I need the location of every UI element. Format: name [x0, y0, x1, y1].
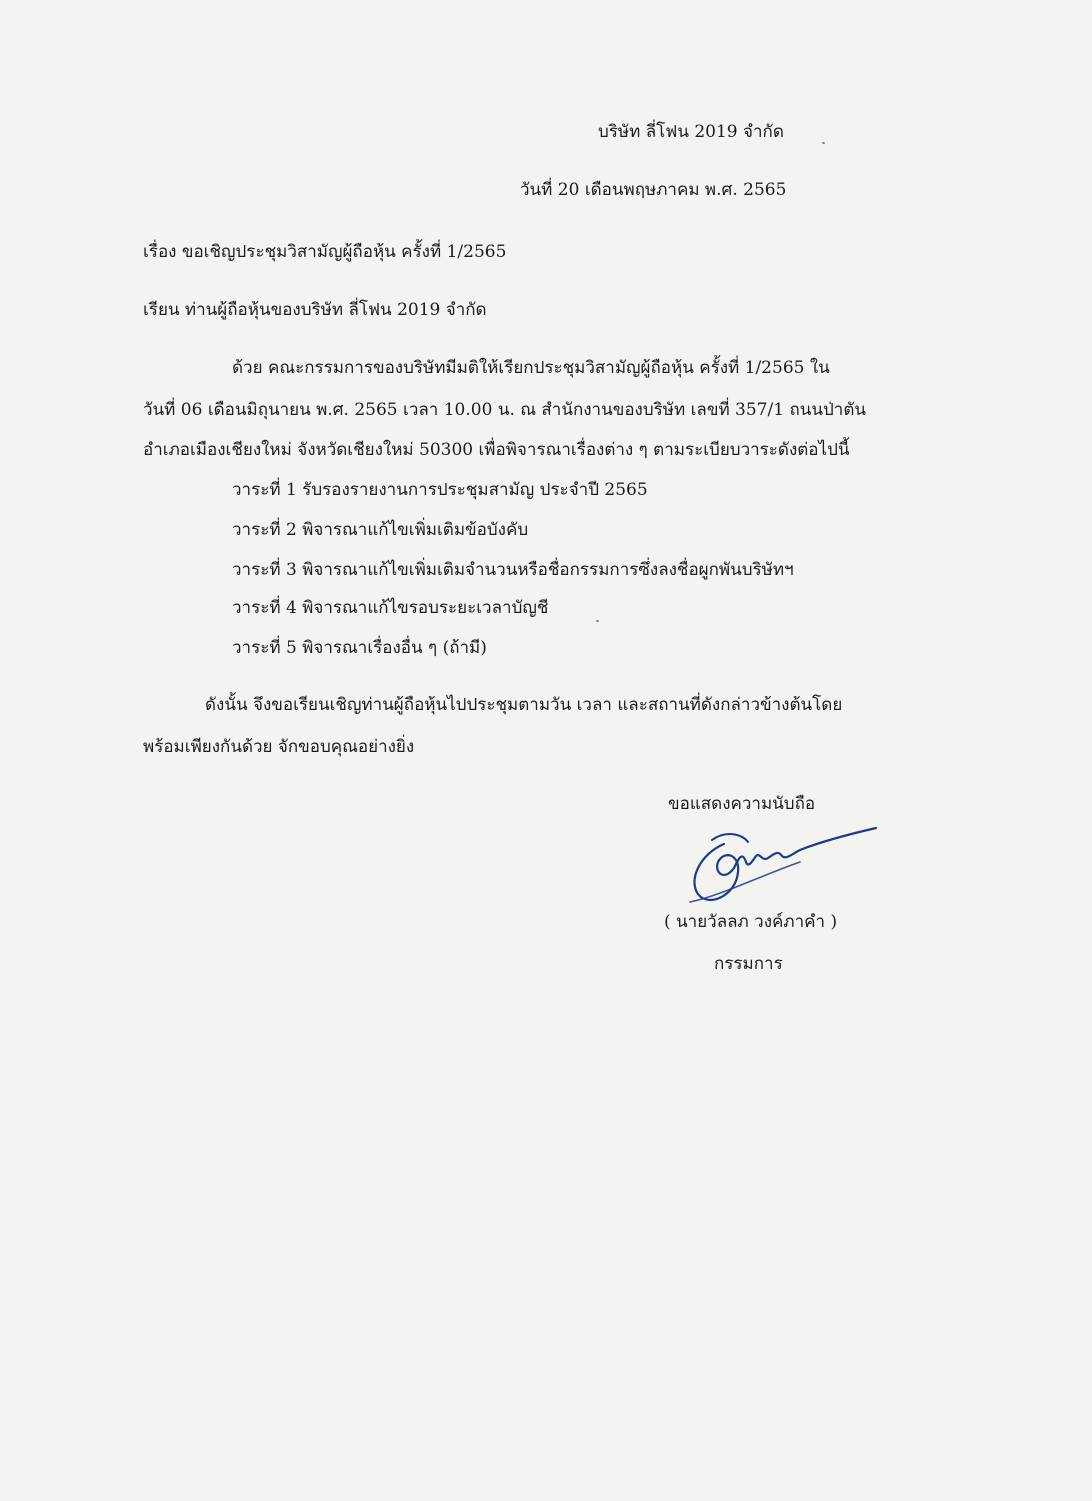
signature-stroke	[712, 834, 748, 842]
body-paragraph-line: ด้วย คณะกรรมการของบริษัทมีมติให้เรียกประชุมวิสามัญผู้ถือหุ้น ครั้งที่ 1/2565 ใน	[232, 358, 830, 378]
letter-salutation: เรียน ท่านผู้ถือหุ้นของบริษัท ลี่โฟน 2019 จำกัด	[143, 300, 487, 320]
body-paragraph-line: อำเภอเมืองเชียงใหม่ จังหวัดเชียงใหม่ 50300 เพื่อพิจารณาเรื่องต่าง ๆ ตามระเบียบวาระดังต่อไปนี้	[143, 440, 850, 460]
letter-date: วันที่ 20 เดือนพฤษภาคม พ.ศ. 2565	[520, 180, 787, 200]
letter-subject: เรื่อง ขอเชิญประชุมวิสามัญผู้ถือหุ้น ครั้งที่ 1/2565	[143, 242, 507, 262]
agenda-item: วาระที่ 3 พิจารณาแก้ไขเพิ่มเติมจำนวนหรือชื่อกรรมการซึ่งลงชื่อผูกพันบริษัทฯ	[232, 560, 794, 580]
agenda-item: วาระที่ 5 พิจารณาเรื่องอื่น ๆ (ถ้ามี)	[232, 638, 487, 658]
agenda-item: วาระที่ 4 พิจารณาแก้ไขรอบระยะเวลาบัญชี	[232, 598, 549, 618]
body-paragraph-line: วันที่ 06 เดือนมิถุนายน พ.ศ. 2565 เวลา 10.00 น. ณ สำนักงานของบริษัท เลขที่ 357/1 ถนนป่าตัน	[143, 400, 866, 420]
signature-stroke	[690, 862, 800, 902]
handwritten-signature	[660, 810, 890, 920]
signature-stroke	[694, 828, 876, 900]
scan-speck	[822, 142, 825, 144]
agenda-item: วาระที่ 2 พิจารณาแก้ไขเพิ่มเติมข้อบังคับ	[232, 520, 529, 540]
signer-title: กรรมการ	[714, 954, 783, 974]
closing-paragraph-line: ดังนั้น จึงขอเรียนเชิญท่านผู้ถือหุ้นไปประชุมตามวัน เวลา และสถานที่ดังกล่าวข้างต้นโดย	[205, 695, 843, 715]
agenda-item: วาระที่ 1 รับรองรายงานการประชุมสามัญ ประจำปี 2565	[232, 480, 648, 500]
company-name: บริษัท ลี่โฟน 2019 จำกัด	[598, 122, 784, 142]
signer-name: ( นายวัลลภ วงค์ภาคำ )	[664, 912, 838, 932]
closing-paragraph-line: พร้อมเพียงกันด้วย จักขอบคุณอย่างยิ่ง	[143, 737, 415, 757]
scan-speck	[596, 620, 599, 622]
regards-text: ขอแสดงความนับถือ	[668, 794, 816, 814]
